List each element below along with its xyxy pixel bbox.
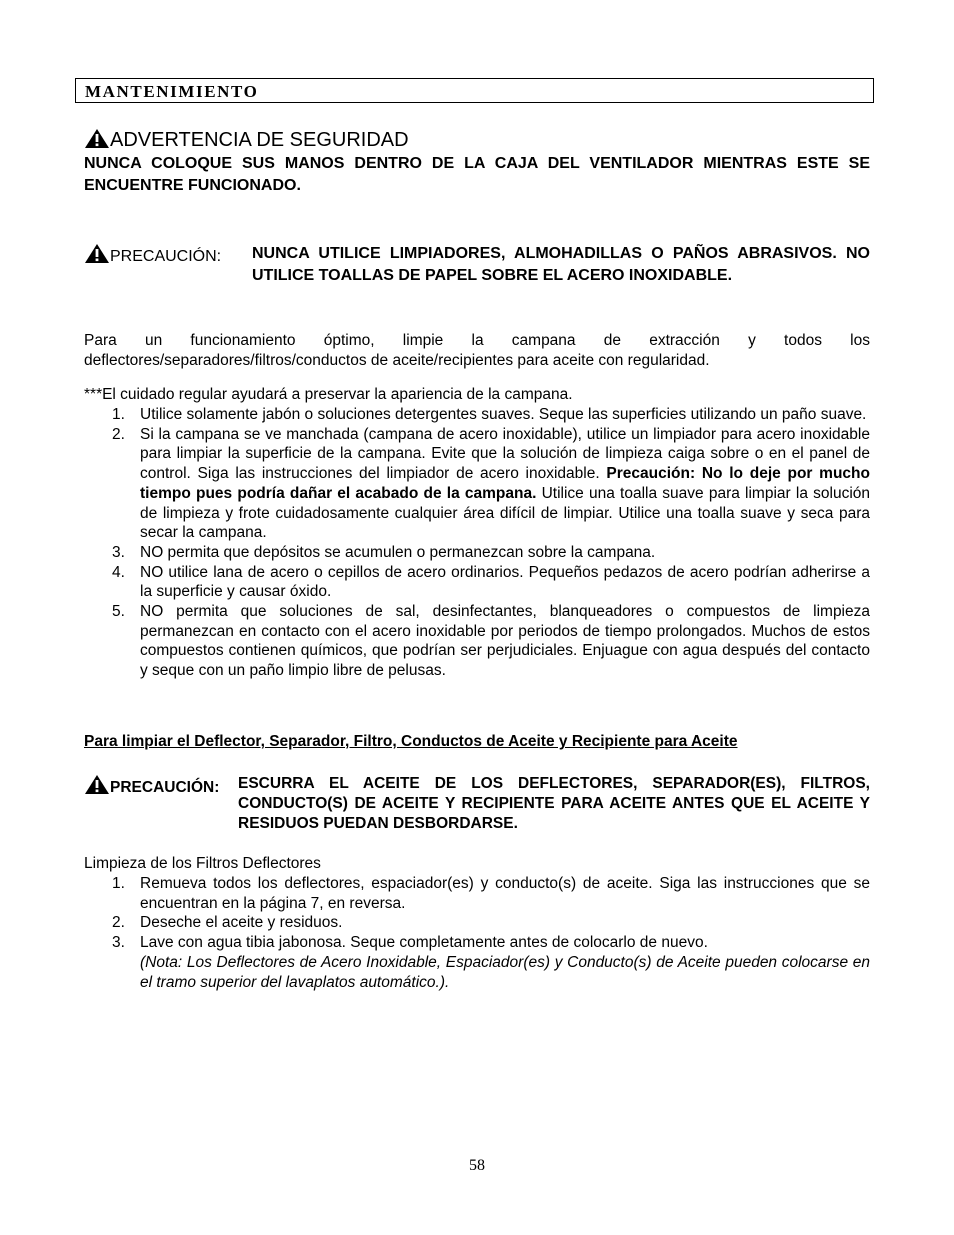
caution-label: PRECAUCIÓN:	[110, 779, 220, 796]
caution-inline-text: Precaución: No lo deje por mucho tiempo pues podría dañar el acabado de la campana.	[140, 465, 870, 502]
list-item	[84, 543, 870, 563]
warning-triangle-icon	[84, 243, 110, 264]
list-text: Lave con agua tibia jabonosa. Seque completamente antes de colocarlo de nuevo.	[140, 934, 708, 952]
section-header: MANTENIMIENTO	[75, 78, 874, 103]
list-text: NO utilice lana de acero o cepillos de acero ordinarios. Pequeños pedazos de acero podrían adherirse a la superficie y causar óxido.	[140, 563, 870, 601]
caution-block-drain	[84, 774, 870, 836]
warning-triangle-icon	[84, 774, 110, 795]
list-text: Utilice una toalla suave para limpiar la solución de limpieza y frote cuidadosamente cualquier área difícil de limpiar. Utilice una toalla suave y seca para secar la campana.	[140, 484, 870, 542]
list-text: Utilice solamente jabón o soluciones detergentes suaves. Seque las superficies utilizando un paño suave.	[140, 406, 867, 423]
list-number: 2.	[112, 425, 125, 443]
list-item	[84, 425, 870, 543]
caution-text: ESCURRA EL ACEITE DE LOS DEFLECTORES, SEPARADOR(ES), FILTROS, CONDUCTO(S) DE ACEITE Y RECIPIENTE PARA ACEITE ANTES QUE EL ACEITE Y RESIDUOS PUEDAN DESBORDARSE.	[238, 775, 870, 832]
list-item	[84, 913, 870, 933]
list-item	[84, 933, 870, 992]
list-item	[84, 563, 870, 602]
intro-paragraph: Para un funcionamiento óptimo, limpie la campana de extracción y todos los deflectores/separadores/filtros/conductos de aceite/recipientes para aceite con regularidad.	[84, 332, 870, 369]
warning-triangle-icon	[84, 128, 110, 149]
safety-warning-text: NUNCA COLOQUE SUS MANOS DENTRO DE LA CAJA DEL VENTILADOR MIENTRAS ESTE SE ENCUENTRE FUNCIONADO.	[84, 155, 870, 194]
list-number: 4.	[112, 563, 125, 581]
list-text: Deseche el aceite y residuos.	[140, 914, 343, 932]
list-item	[84, 405, 870, 425]
page-number: 58	[469, 1157, 485, 1174]
filter-steps-list	[84, 874, 870, 992]
list-item	[84, 874, 870, 913]
list-number: 3.	[112, 543, 125, 561]
care-note: ***El cuidado regular ayudará a preservar la apariencia de la campana.	[84, 386, 573, 403]
list-number: 2.	[112, 914, 125, 932]
filter-subtitle: Limpieza de los Filtros Deflectores	[84, 855, 321, 872]
caution-label: PRECAUCIÓN:	[110, 248, 222, 265]
list-number: 5.	[112, 603, 125, 621]
list-text: NO permita que depósitos se acumulen o permanezcan sobre la campana.	[140, 543, 656, 561]
caution-text: NUNCA UTILICE LIMPIADORES, ALMOHADILLAS O PAÑOS ABRASIVOS. NO UTILICE TOALLAS DE PAPEL SOBRE EL ACERO INOXIDABLE.	[252, 245, 870, 284]
list-item	[84, 602, 870, 681]
list-number: 1.	[112, 875, 125, 892]
caution-label-row	[84, 774, 219, 798]
list-text: Si la campana se ve manchada (campana de acero inoxidable), utilice un limpiador para acero inoxidable para limpiar la superficie de la campana. Evite que la solución de limpieza caiga sobre o en el panel de control. Siga las instrucciones del limpiador de acero inoxidable.	[140, 425, 870, 483]
filter-section-heading: Para limpiar el Deflector, Separador, Filtro, Conductos de Aceite y Recipiente para Aceite	[84, 733, 738, 750]
list-number: 3.	[112, 934, 125, 952]
caution-label-row	[84, 243, 221, 268]
safety-warning-title: ADVERTENCIA DE SEGURIDAD	[110, 129, 409, 151]
list-text: Remueva todos los deflectores, espaciador(es) y conducto(s) de aceite. Siga las instrucciones que se encuentran en la página 7, en reversa.	[140, 875, 870, 912]
caution-block-cleaners	[84, 243, 870, 309]
safety-warning-title-row	[84, 127, 409, 153]
care-list	[84, 405, 870, 681]
note-text: (Nota: Los Deflectores de Acero Inoxidable, Espaciador(es) y Conducto(s) de Aceite pueden colocarse en el tramo superior del lavaplatos automático.).	[140, 953, 870, 991]
list-number: 1.	[112, 406, 125, 423]
list-text: NO permita que soluciones de sal, desinfectantes, blanqueadores o compuestos de limpieza permanezcan en contacto con el acero inoxidable por periodos de tiempo prolongados. Muchos de estos compuestos contienen químicos, que podrían ser perjudiciales. Enjuague con agua después del contacto y seque con un paño limpio libre de pelusas.	[140, 603, 870, 680]
